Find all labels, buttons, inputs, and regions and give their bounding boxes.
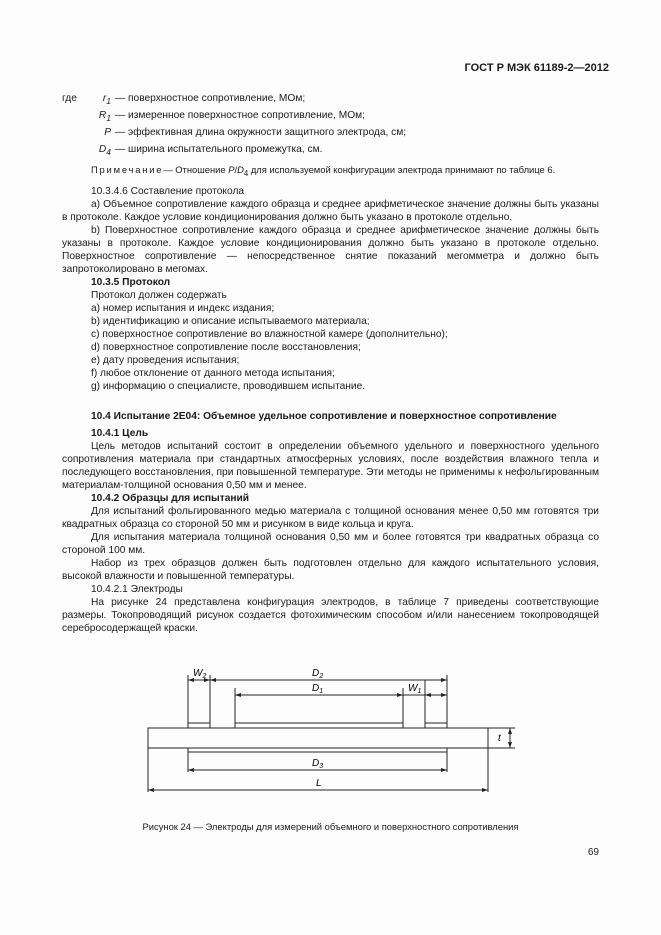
list-intro: Протокол должен содержать	[91, 289, 227, 301]
note: Примечание— Отношение $P/D_4$ для используемой конфигурации электрода принимают по таблице 6.	[91, 164, 556, 178]
definition-text: — измеренное поверхностное сопротивление, МОм;	[115, 110, 365, 121]
list-item: g) информацию о специалисте, проводившем испытание.	[91, 380, 366, 392]
label-w1: $W_1$	[408, 683, 422, 695]
section-title-10-4-2-1: 10.4.2.1 Электроды	[91, 583, 183, 595]
paragraph: На рисунке 24 представлена конфигурация электродов, в таблице 7 приведены соответствующие размеры. Токопроводящий рисунок создается фотохимическим способом и/или нанесением токопроводящей серебросодержащей краски.	[62, 596, 599, 634]
paragraph: Для испытаний фольгированного медью материала с толщиной основания менее 0,50 мм готовятся три квадратных образца со стороной 50 мм и рисунком в виде кольца и круга.	[62, 505, 599, 530]
label-l: L	[316, 778, 322, 789]
list-item: е) дату проведения испытания;	[91, 354, 240, 366]
symbol: $D_4$	[98, 144, 111, 158]
figure-caption: Рисунок 24 — Электроды для измерений объемного и поверхностного сопротивления	[142, 821, 519, 832]
list-item: b) идентификацию и описание испытываемого материала;	[91, 315, 370, 327]
electrode-diagram	[140, 660, 520, 800]
symbol: $R_1$	[98, 110, 111, 124]
definition-text: — ширина испытательного промежутка, см.	[115, 144, 323, 155]
symbol: P	[104, 127, 111, 138]
label-d3: $D_3$	[312, 758, 324, 770]
list-item: а) номер испытания и индекс издания;	[91, 302, 275, 314]
definitions-list	[62, 92, 599, 160]
definition-text: — эффективная длина окружности защитного электрода, см;	[115, 127, 407, 138]
note-label: Примечание	[91, 164, 164, 175]
substrate	[148, 728, 488, 748]
main-electrode	[235, 723, 403, 728]
label-t: t	[498, 733, 501, 744]
definition-row	[62, 126, 599, 143]
page-number: 69	[587, 847, 599, 858]
label-w2: $W_2$	[193, 668, 207, 680]
page-content	[62, 92, 599, 635]
paragraph: Набор из трех образцов должен быть подготовлен отдельно для каждого испытательного условия, высокой влажности и повышенной температуры.	[62, 557, 599, 582]
definition-row	[62, 143, 599, 160]
electrode-figure	[140, 660, 520, 800]
paragraph: b) Поверхностное сопротивление каждого образца и среднее арифметическое значение должны быть указаны в протоколе. Каждое условие кондиционирования должно быть указано в протоколе отдельно. Поверхностное сопротивление — непосредственное снятие показаний мегомметра и должно быть запротоколировано в мегомах.	[62, 224, 599, 275]
section-title-10-3-4-6: 10.3.4.6 Составление протокола	[91, 185, 245, 197]
list-item: с) поверхностное сопротивление во влажностной камере (дополнительно);	[91, 328, 448, 340]
guard-electrode-right	[425, 723, 447, 728]
label-d2: $D_2$	[312, 668, 324, 680]
definition-row	[62, 92, 599, 109]
document-id: ГОСТ Р МЭК 61189-2—2012	[464, 62, 609, 74]
section-title-10-3-5: 10.3.5 Протокол	[91, 276, 171, 288]
protocol-list	[62, 289, 599, 393]
paragraph: а) Объемное сопротивление каждого образца и среднее арифметическое значение должны быть указаны в протоколе. Каждое условие кондиционирования должно быть указано в протоколе отдельно.	[62, 198, 599, 223]
bottom-electrode	[188, 748, 447, 752]
section-title-10-4-1: 10.4.1 Цель	[91, 427, 149, 439]
paragraph: Цель методов испытаний состоит в определении объемного удельного и поверхностного удельного сопротивления материала при стандартных атмосферных условиях, после воздействия влажного тепла и последующего восстановления, при повышенной температуре. Эти методы не применимы к нефольгированным материалам-толщиной основания 0,50 мм и менее.	[62, 440, 599, 491]
paragraph: Для испытания материала толщиной основания 0,50 мм и более готовятся три квадратных образца со стороной 100 мм.	[62, 531, 599, 556]
section-title-10-4-2: 10.4.2 Образцы для испытаний	[91, 492, 250, 504]
list-item: f) любое отклонение от данного метода испытания;	[91, 367, 335, 379]
list-item: d) поверхностное сопротивление после восстановления;	[91, 341, 361, 353]
guard-electrode-left	[188, 723, 210, 728]
definition-row	[62, 109, 599, 126]
definition-text: — поверхностное сопротивление, МОм;	[115, 93, 306, 104]
where-label: где	[62, 93, 77, 104]
label-d1: $D_1$	[312, 683, 324, 695]
section-title-10-4: 10.4 Испытание 2Е04: Объемное удельное сопротивление и поверхностное сопротивление	[91, 410, 557, 422]
symbol: $r_1$	[102, 93, 111, 107]
